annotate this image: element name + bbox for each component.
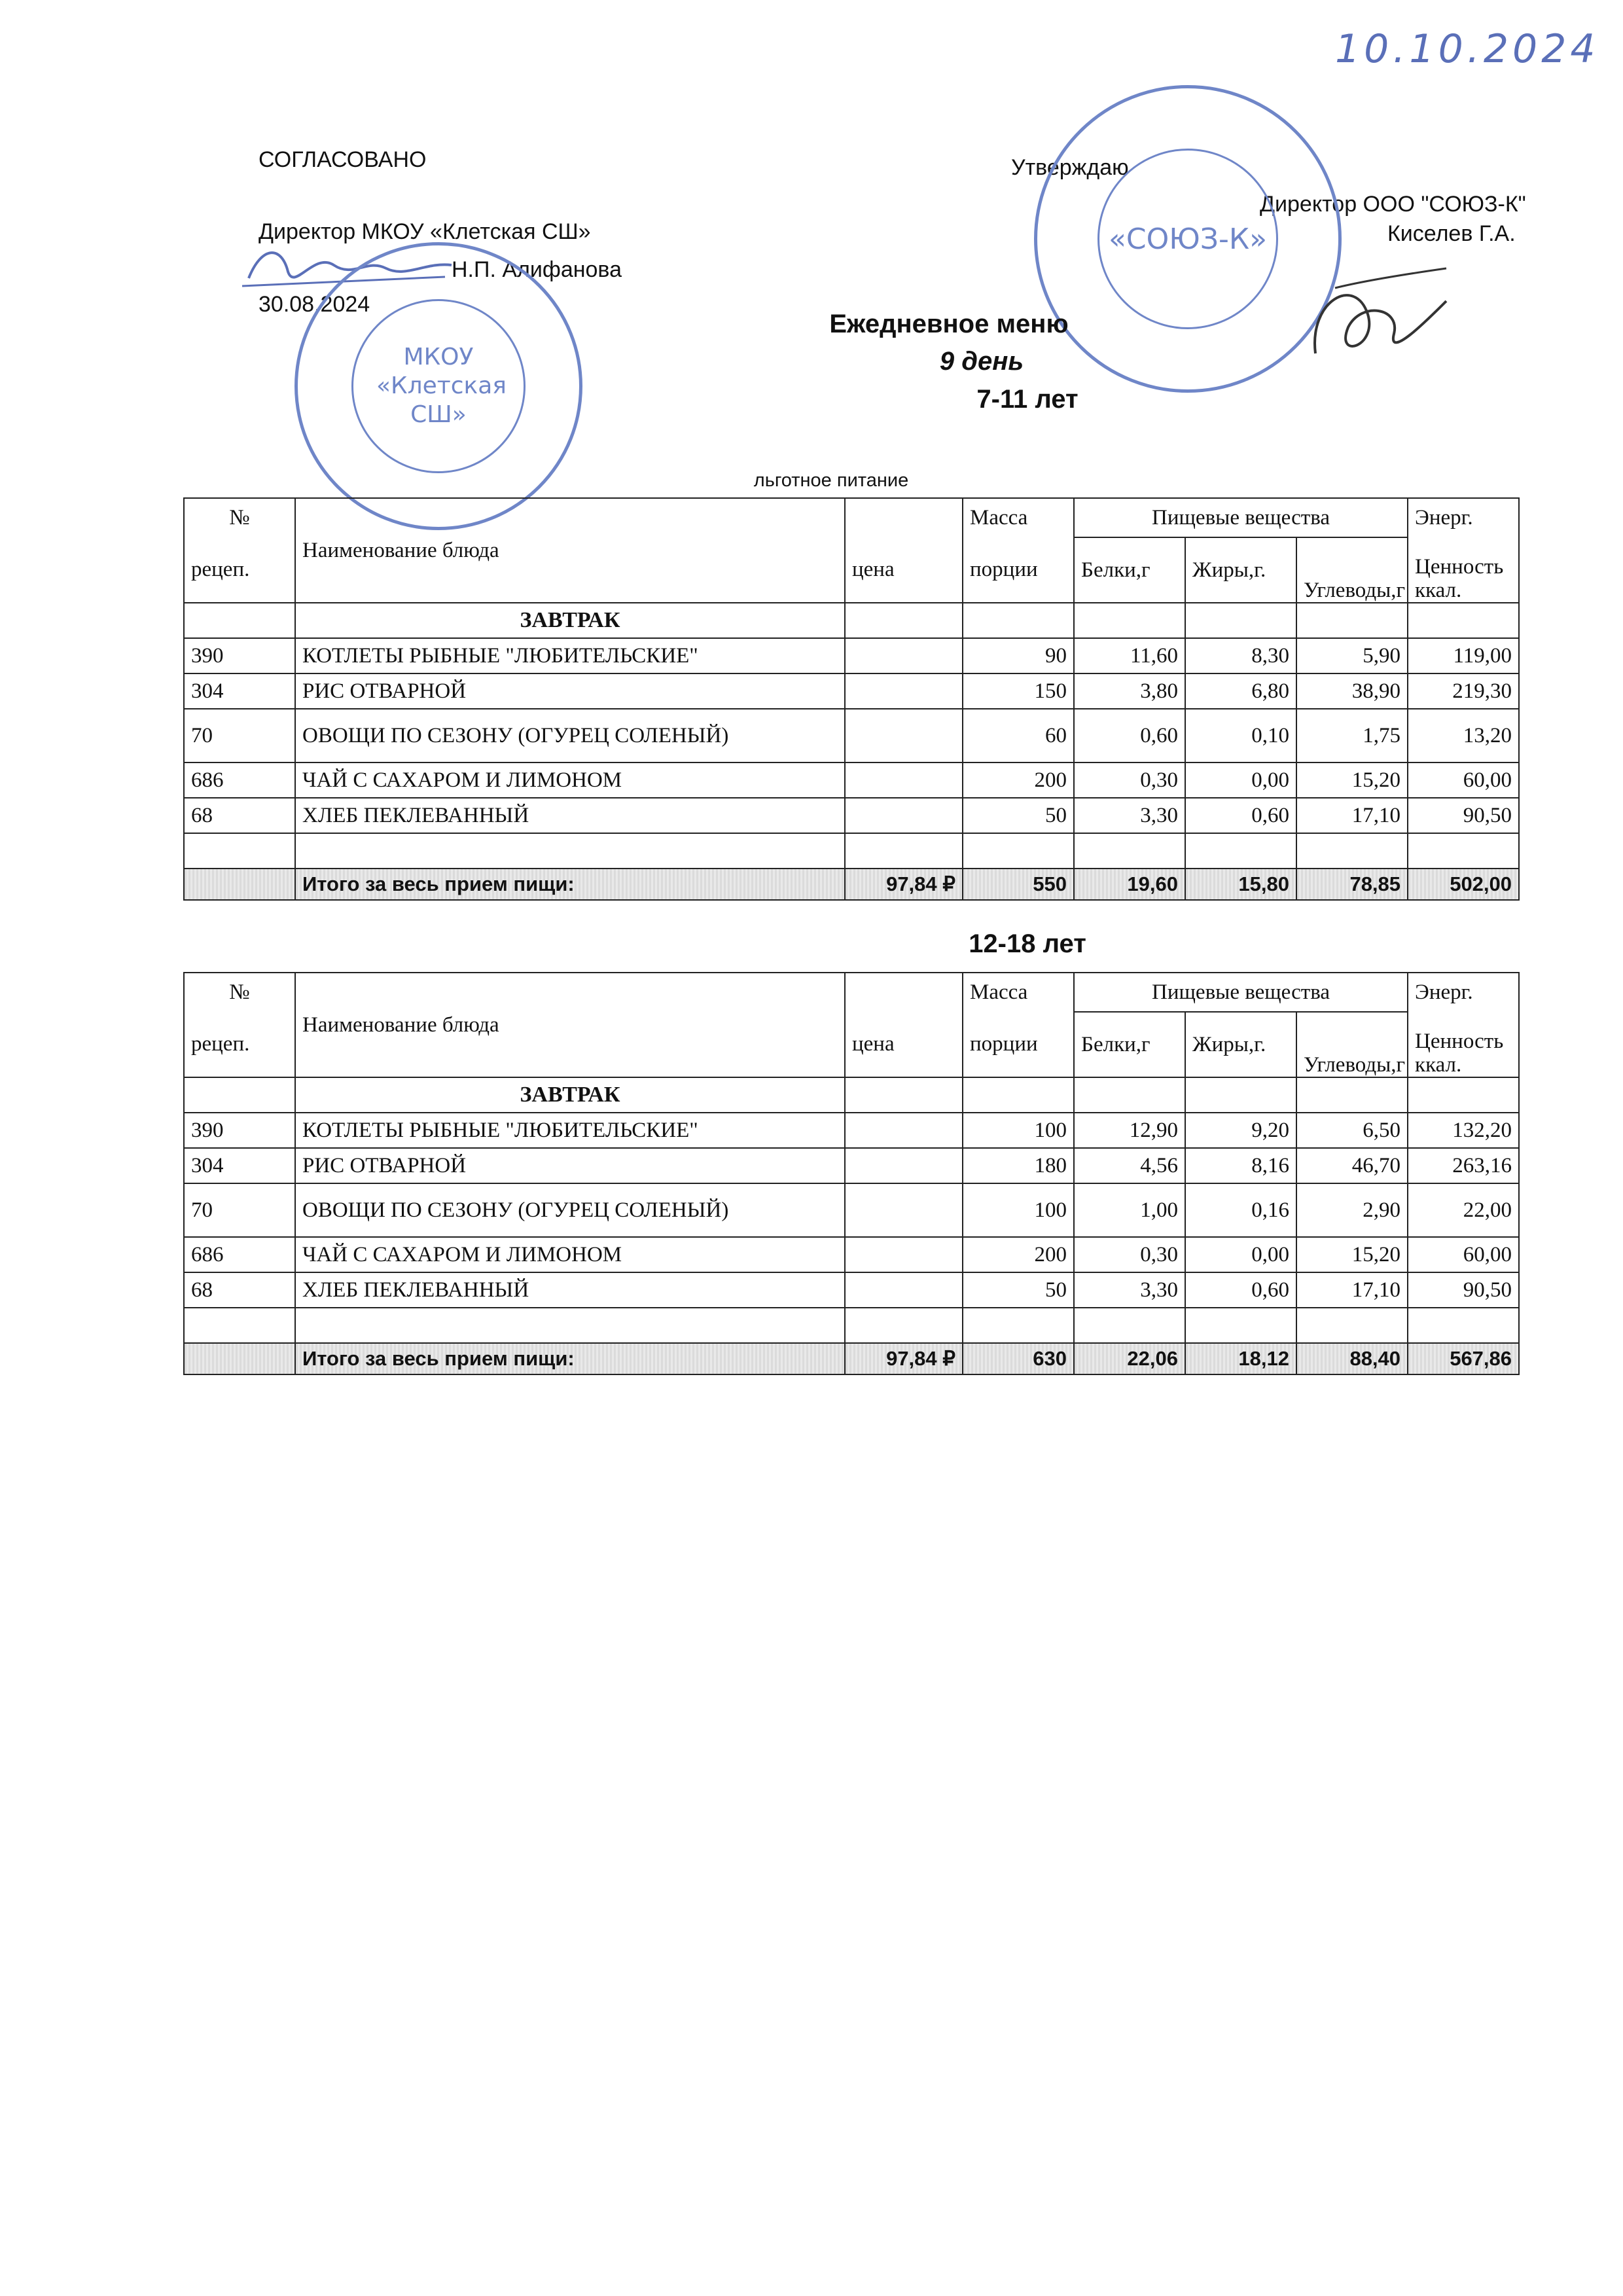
table-row [184, 1183, 1519, 1237]
carbs: 1,75 [1296, 709, 1408, 762]
dish-name: РИС ОТВАРНОЙ [295, 1148, 845, 1183]
recipe-no: 304 [184, 673, 295, 709]
carbs: 46,70 [1296, 1148, 1408, 1183]
energy: 132,20 [1408, 1113, 1519, 1148]
table-row [184, 798, 1519, 833]
energy: 219,30 [1408, 673, 1519, 709]
carbs: 17,10 [1296, 1272, 1408, 1308]
age-group-1: 7-11 лет [976, 385, 1079, 414]
fat: 0,00 [1185, 762, 1296, 798]
fat: 8,16 [1185, 1148, 1296, 1183]
total-energy: 502,00 [1408, 869, 1519, 900]
stamp-left-text: МКОУ «Клетская СШ» [376, 344, 507, 428]
approval-right-name: Киселев Г.А. [1387, 221, 1516, 246]
mass: 200 [963, 762, 1074, 798]
recipe-no: 304 [184, 1148, 295, 1183]
mass: 100 [963, 1113, 1074, 1148]
approval-left-label: СОГЛАСОВАНО [259, 147, 427, 172]
carbs: 15,20 [1296, 1237, 1408, 1272]
col-energy: Энерг. [1408, 498, 1519, 537]
col-energy: Энерг. [1408, 973, 1519, 1012]
mass: 90 [963, 638, 1074, 673]
protein: 0,30 [1074, 1237, 1185, 1272]
table-row [184, 1272, 1519, 1308]
dish-name: КОТЛЕТЫ РЫБНЫЕ "ЛЮБИТЕЛЬСКИЕ" [295, 638, 845, 673]
fat: 0,16 [1185, 1183, 1296, 1237]
approval-left-position: Директор МКОУ «Клетская СШ» [259, 219, 591, 244]
recipe-no: 686 [184, 762, 295, 798]
total-carbs: 88,40 [1296, 1343, 1408, 1374]
recipe-no: 390 [184, 638, 295, 673]
dish-name: ХЛЕБ ПЕКЛЕВАННЫЙ [295, 1272, 845, 1308]
energy: 60,00 [1408, 1237, 1519, 1272]
section-breakfast: ЗАВТРАК [295, 603, 845, 638]
col-dish-name: Наименование блюда [295, 973, 845, 1077]
recipe-no: 686 [184, 1237, 295, 1272]
col-price: цена [845, 1012, 963, 1077]
col-nutrients: Пищевые вещества [1074, 498, 1408, 537]
table-row [184, 762, 1519, 798]
protein: 12,90 [1074, 1113, 1185, 1148]
approval-left-name: Н.П. Алифанова [452, 257, 622, 282]
menu-table-7-11 [183, 497, 1520, 901]
approval-left-date: 30.08.2024 [259, 292, 370, 317]
protein: 1,00 [1074, 1183, 1185, 1237]
dish-name: ОВОЩИ ПО СЕЗОНУ (ОГУРЕЦ СОЛЕНЫЙ) [295, 709, 845, 762]
carbs: 17,10 [1296, 798, 1408, 833]
empty-row [184, 833, 1519, 869]
signature-right [1296, 262, 1459, 380]
total-fat: 15,80 [1185, 869, 1296, 900]
col-mass: Масса [963, 498, 1074, 537]
section-breakfast: ЗАВТРАК [295, 1077, 845, 1113]
fat: 0,00 [1185, 1237, 1296, 1272]
protein: 0,60 [1074, 709, 1185, 762]
recipe-no: 70 [184, 709, 295, 762]
col-recipe-no: № [184, 498, 295, 537]
col-dish-name: Наименование блюда [295, 498, 845, 603]
total-energy: 567,86 [1408, 1343, 1519, 1374]
col-energy-label: Ценность ккал. [1408, 537, 1519, 603]
fat: 0,10 [1185, 709, 1296, 762]
energy: 90,50 [1408, 1272, 1519, 1308]
table-row [184, 673, 1519, 709]
mass: 60 [963, 709, 1074, 762]
col-recipe-no-label: рецеп. [184, 1012, 295, 1077]
dish-name: КОТЛЕТЫ РЫБНЫЕ "ЛЮБИТЕЛЬСКИЕ" [295, 1113, 845, 1148]
total-price: 97,84 ₽ [845, 869, 963, 900]
mass: 150 [963, 673, 1074, 709]
col-nutrients: Пищевые вещества [1074, 973, 1408, 1012]
total-row [184, 1343, 1519, 1374]
table-row [184, 709, 1519, 762]
recipe-no: 68 [184, 798, 295, 833]
protein: 3,80 [1074, 673, 1185, 709]
total-protein: 22,06 [1074, 1343, 1185, 1374]
protein: 3,30 [1074, 1272, 1185, 1308]
fat: 0,60 [1185, 798, 1296, 833]
total-label: Итого за весь прием пищи: [295, 869, 845, 900]
col-fat: Жиры,г. [1185, 1012, 1296, 1077]
energy: 119,00 [1408, 638, 1519, 673]
recipe-no: 68 [184, 1272, 295, 1308]
col-fat: Жиры,г. [1185, 537, 1296, 603]
total-label: Итого за весь прием пищи: [295, 1343, 845, 1374]
col-mass-label: порции [963, 1012, 1074, 1077]
approval-right-position: Директор ООО "СОЮЗ-К" [1260, 192, 1526, 217]
mass: 180 [963, 1148, 1074, 1183]
col-carbs: Углеводы,г [1296, 1012, 1408, 1077]
col-energy-label: Ценность ккал. [1408, 1012, 1519, 1077]
table-row [184, 1113, 1519, 1148]
age-group-2: 12-18 лет [969, 929, 1086, 958]
col-price: цена [845, 537, 963, 603]
dish-name: РИС ОТВАРНОЙ [295, 673, 845, 709]
energy: 263,16 [1408, 1148, 1519, 1183]
col-recipe-no-label: рецеп. [184, 537, 295, 603]
menu-subtitle: льготное питание [753, 470, 909, 491]
recipe-no: 70 [184, 1183, 295, 1237]
protein: 4,56 [1074, 1148, 1185, 1183]
fat: 8,30 [1185, 638, 1296, 673]
energy: 90,50 [1408, 798, 1519, 833]
carbs: 38,90 [1296, 673, 1408, 709]
protein: 0,30 [1074, 762, 1185, 798]
total-fat: 18,12 [1185, 1343, 1296, 1374]
fat: 6,80 [1185, 673, 1296, 709]
dish-name: ЧАЙ С САХАРОМ И ЛИМОНОМ [295, 1237, 845, 1272]
col-protein: Белки,г [1074, 537, 1185, 603]
empty-row [184, 1308, 1519, 1343]
fat: 9,20 [1185, 1113, 1296, 1148]
table-row [184, 1148, 1519, 1183]
menu-title: Ежедневное меню [829, 310, 1069, 338]
mass: 100 [963, 1183, 1074, 1237]
carbs: 2,90 [1296, 1183, 1408, 1237]
total-carbs: 78,85 [1296, 869, 1408, 900]
energy: 60,00 [1408, 762, 1519, 798]
stamp-right-text: «СОЮЗ-К» [1108, 222, 1268, 256]
col-recipe-no: № [184, 973, 295, 1012]
protein: 3,30 [1074, 798, 1185, 833]
carbs: 5,90 [1296, 638, 1408, 673]
col-carbs: Углеводы,г [1296, 537, 1408, 603]
dish-name: ОВОЩИ ПО СЕЗОНУ (ОГУРЕЦ СОЛЕНЫЙ) [295, 1183, 845, 1237]
total-protein: 19,60 [1074, 869, 1185, 900]
table-row [184, 1237, 1519, 1272]
total-mass: 630 [963, 1343, 1074, 1374]
menu-table-12-18 [183, 972, 1520, 1375]
dish-name: ЧАЙ С САХАРОМ И ЛИМОНОМ [295, 762, 845, 798]
total-mass: 550 [963, 869, 1074, 900]
energy: 13,20 [1408, 709, 1519, 762]
carbs: 6,50 [1296, 1113, 1408, 1148]
carbs: 15,20 [1296, 762, 1408, 798]
mass: 200 [963, 1237, 1074, 1272]
table-row [184, 638, 1519, 673]
mass: 50 [963, 798, 1074, 833]
dish-name: ХЛЕБ ПЕКЛЕВАННЫЙ [295, 798, 845, 833]
total-price: 97,84 ₽ [845, 1343, 963, 1374]
energy: 22,00 [1408, 1183, 1519, 1237]
protein: 11,60 [1074, 638, 1185, 673]
total-row [184, 869, 1519, 900]
col-protein: Белки,г [1074, 1012, 1185, 1077]
handwritten-date: 10.10.2024 [1335, 26, 1599, 72]
stamp-left [294, 242, 582, 530]
mass: 50 [963, 1272, 1074, 1308]
col-mass-label: порции [963, 537, 1074, 603]
fat: 0,60 [1185, 1272, 1296, 1308]
approval-right-label: Утверждаю [1011, 155, 1129, 180]
menu-day: 9 день [939, 347, 1024, 376]
col-mass: Масса [963, 973, 1074, 1012]
recipe-no: 390 [184, 1113, 295, 1148]
